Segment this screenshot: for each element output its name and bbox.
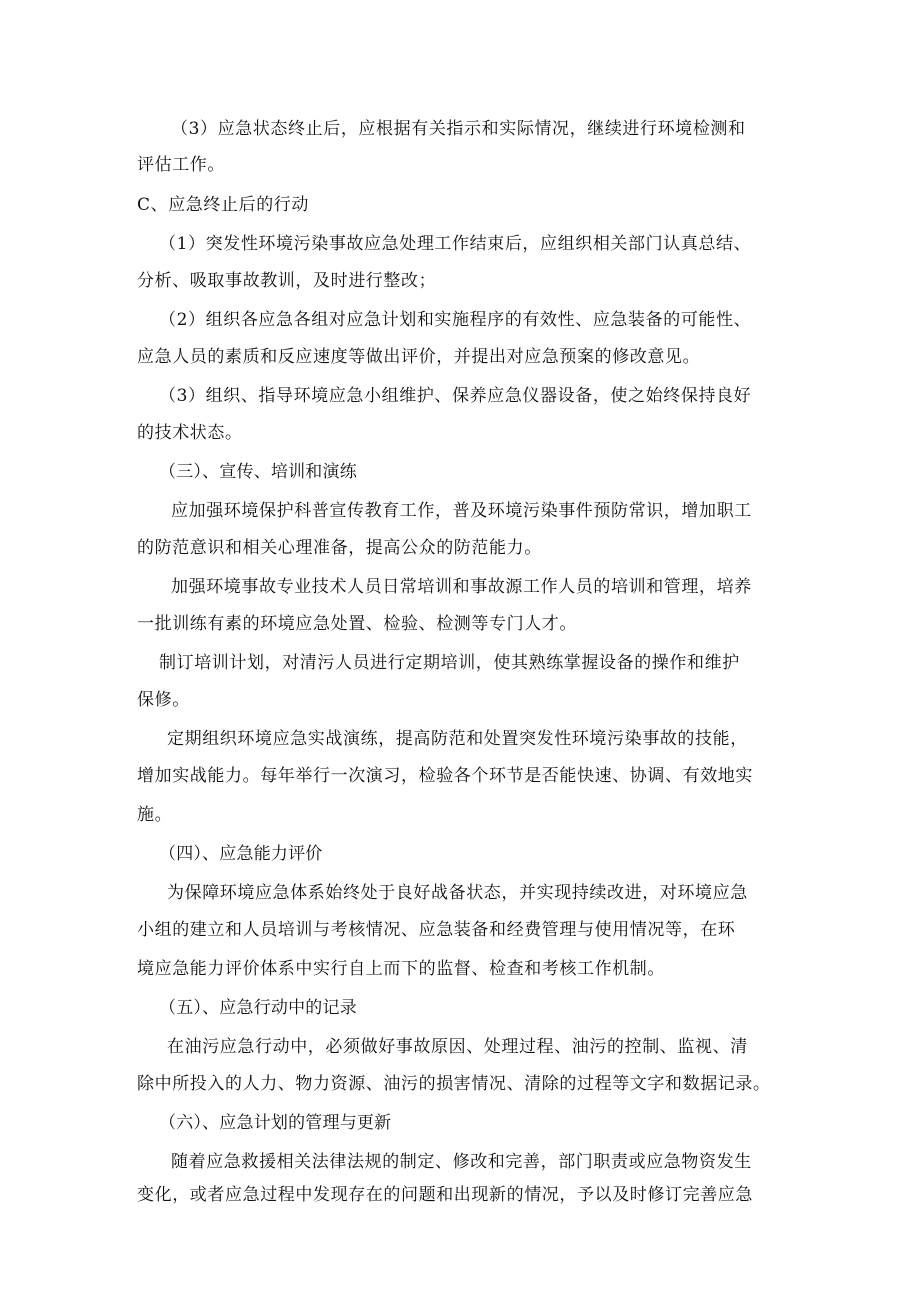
- paragraph-line: 除中所投入的人力、物力资源、油污的损害情况、清除的过程等文字和数据记录。: [137, 1074, 771, 1094]
- paragraph-line: （2）组织各应急各组对应急计划和实施程序的有效性、应急装备的可能性、: [159, 310, 752, 330]
- paragraph-line: 制订培训计划，对清污人员进行定期培训，使其熟练掌握设备的操作和维护: [159, 653, 740, 673]
- section-heading-capability-evaluation: （四）、应急能力评价: [159, 844, 323, 864]
- paragraph-line: 一批训练有素的环境应急处置、检验、检测等专门人才。: [137, 614, 577, 634]
- section-heading-action-records: （五）、应急行动中的记录: [159, 998, 357, 1018]
- paragraph-line: 的防范意识和相关心理准备，提高公众的防范能力。: [137, 538, 542, 558]
- paragraph-line: （3）组织、指导环境应急小组维护、保养应急仪器设备，使之始终保持良好: [159, 386, 752, 406]
- paragraph-line: 定期组织环境应急实战演练，提高防范和处置突发性环境污染事故的技能，: [167, 729, 748, 749]
- paragraph-line: 境应急能力评价体系中实行自上而下的监督、检查和考核工作机制。: [137, 959, 665, 979]
- paragraph-line: 分析、吸取事故教训，及时进行整改；: [137, 271, 437, 291]
- paragraph-line: 施。: [137, 805, 173, 825]
- section-subheading: C、应急终止后的行动: [137, 195, 310, 215]
- paragraph-line: 增加实战能力。每年举行一次演习，检验各个环节是否能快速、协调、有效地实: [137, 766, 753, 786]
- paragraph-line: （1）突发性环境污染事故应急处理工作结束后，应组织相关部门认真总结、: [159, 234, 752, 254]
- paragraph-line: 保修。: [137, 690, 190, 710]
- paragraph-line: 随着应急救援相关法律法规的制定、修改和完善，部门职责或应急物资发生: [171, 1152, 752, 1172]
- paragraph-line: 评估工作。: [137, 155, 225, 175]
- paragraph-line: 为保障环境应急体系始终处于良好战备状态，并实现持续改进，对环境应急: [167, 883, 748, 903]
- section-heading-plan-management: （六）、应急计划的管理与更新: [159, 1113, 392, 1133]
- paragraph-line: 应加强环境保护科普宣传教育工作，普及环境污染事件预防常识，增加职工: [171, 501, 752, 521]
- section-heading-publicity-training: （三）、宣传、培训和演练: [159, 462, 357, 482]
- paragraph-line: 变化，或者应急过程中发现存在的问题和出现新的情况，予以及时修订完善应急: [137, 1185, 753, 1205]
- paragraph-line: 应急人员的素质和反应速度等做出评价，并提出对应急预案的修改意见。: [137, 347, 701, 367]
- paragraph-line: （3）应急状态终止后，应根据有关指示和实际情况，继续进行环境检测和: [171, 119, 746, 139]
- paragraph-line: 的技术状态。: [137, 423, 243, 443]
- paragraph-line: 加强环境事故专业技术人员日常培训和事故源工作人员的培训和管理，培养: [171, 577, 752, 597]
- paragraph-line: 小组的建立和人员培训与考核情况、应急装备和经费管理与使用情况等，在环: [137, 920, 736, 940]
- paragraph-line: 在油污应急行动中，必须做好事故原因、处理过程、油污的控制、监视、清: [167, 1037, 748, 1057]
